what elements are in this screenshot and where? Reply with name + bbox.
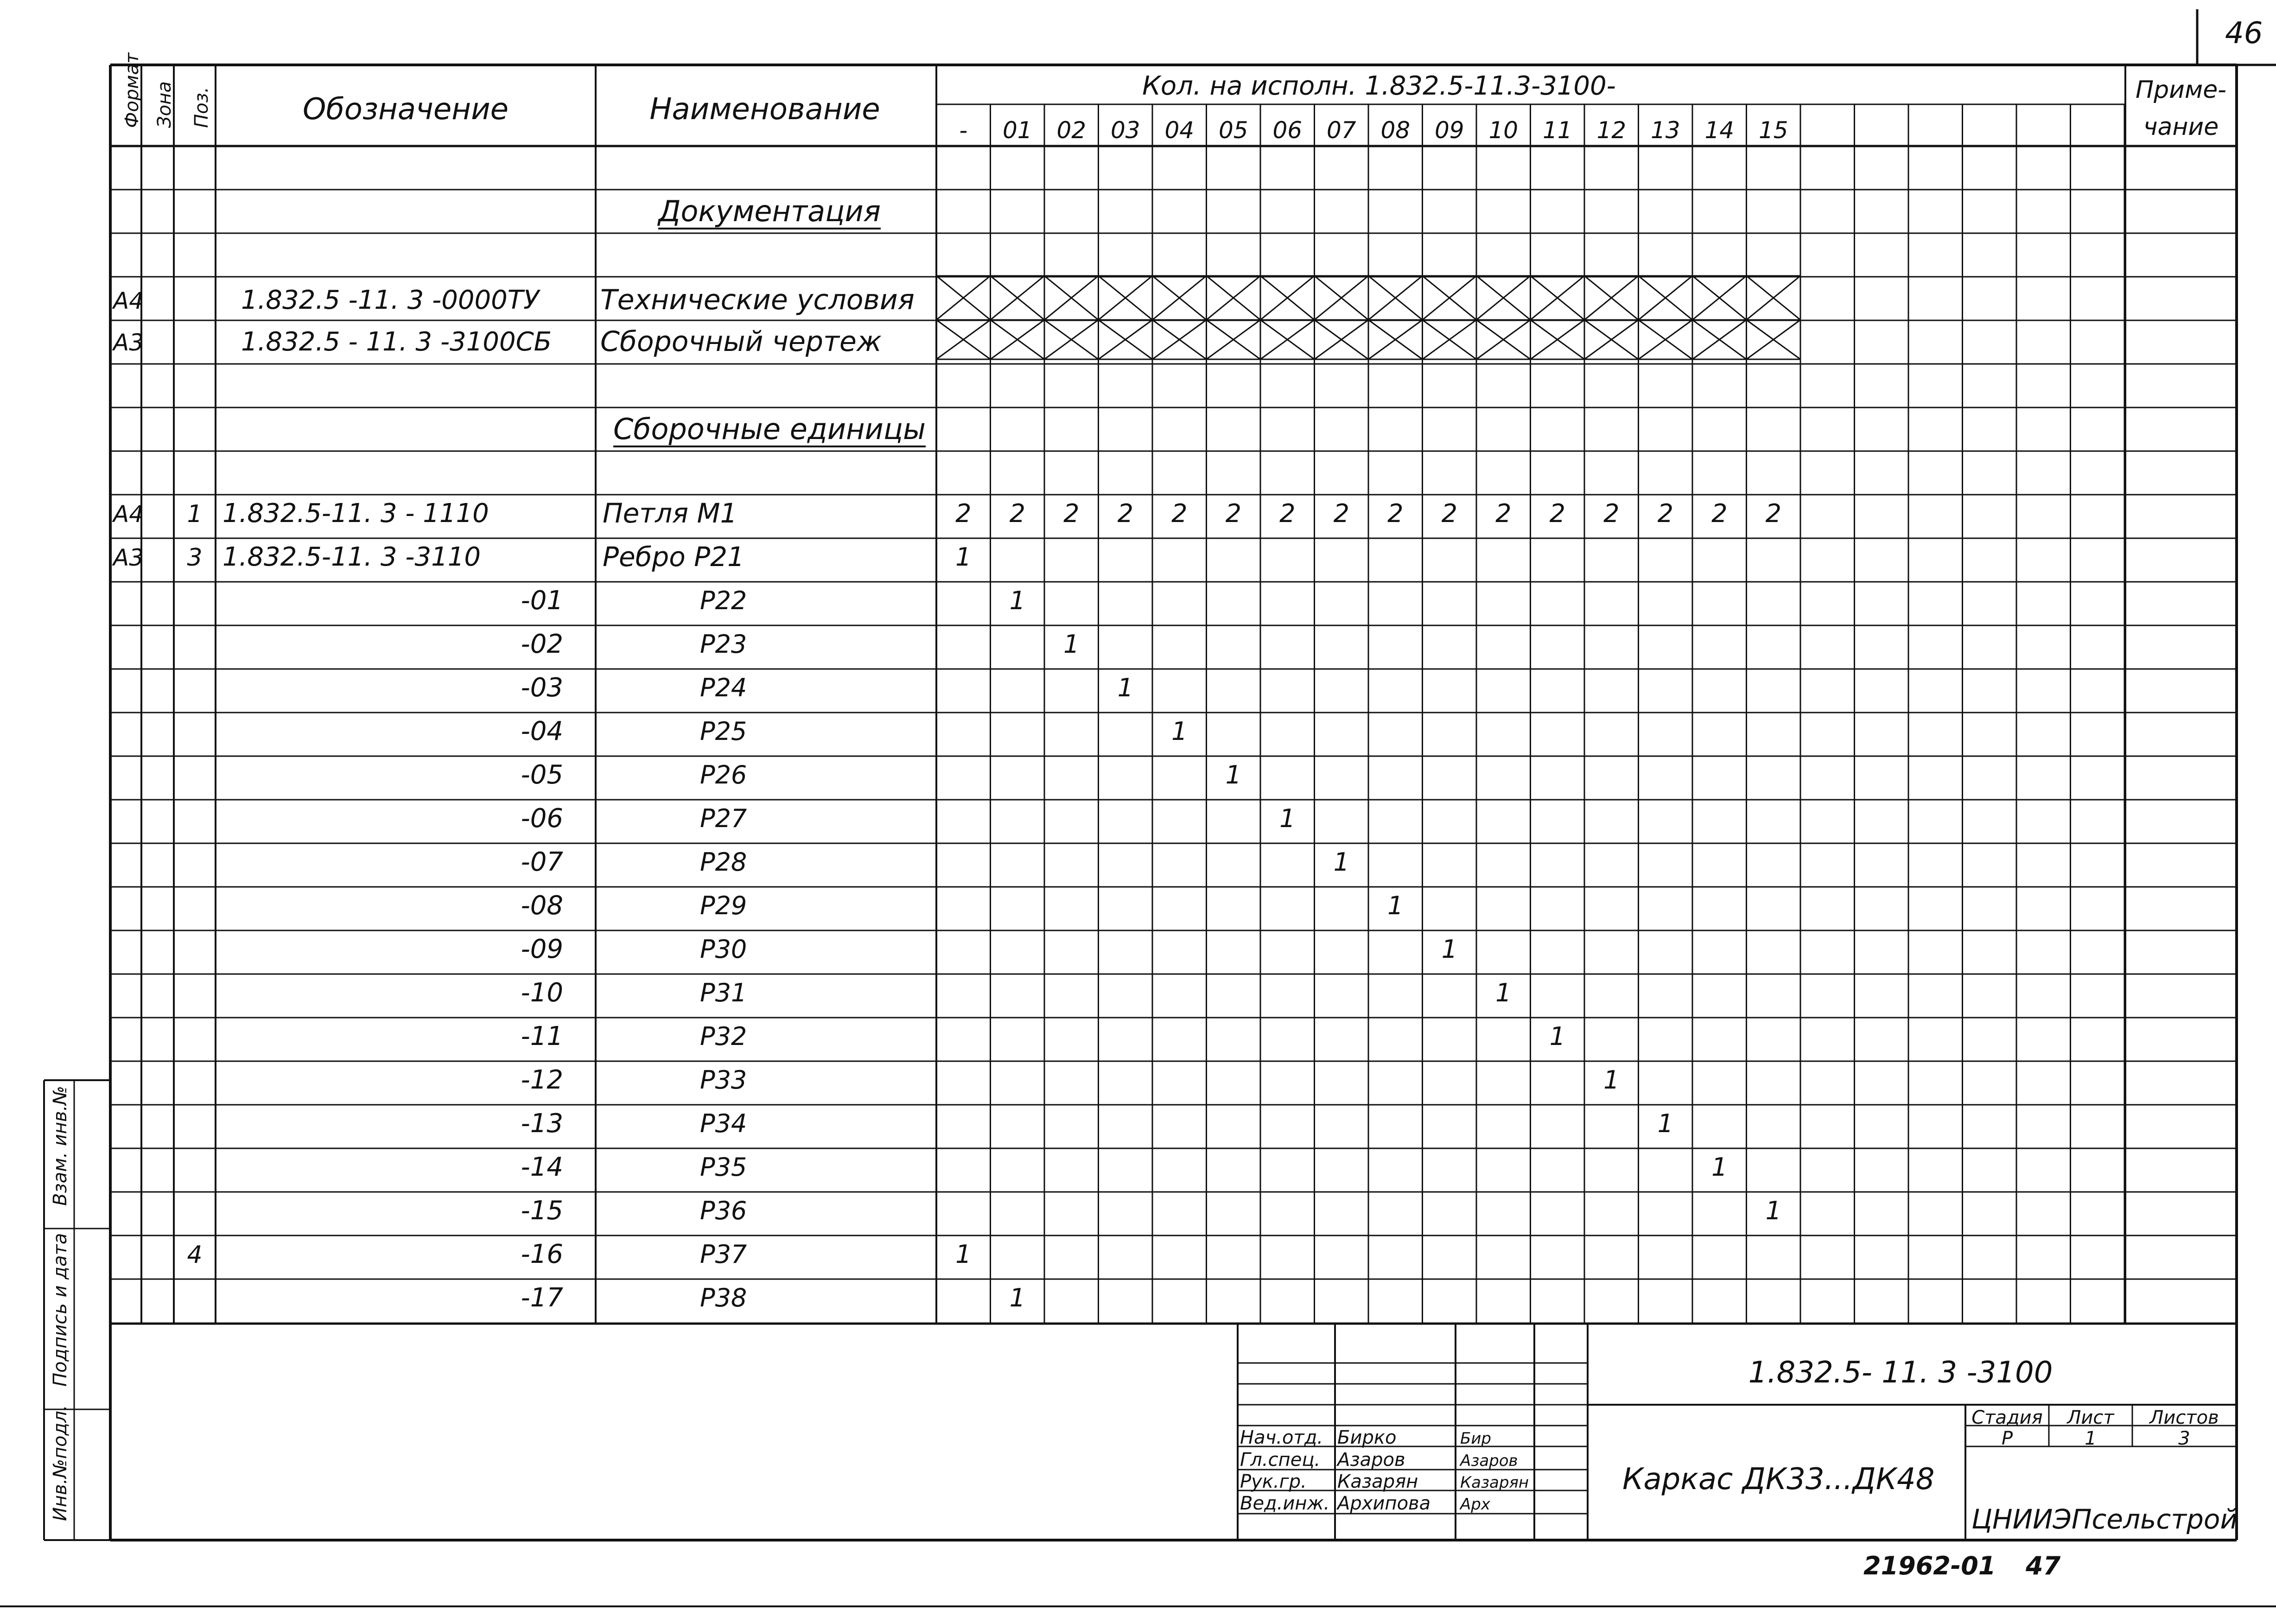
qty-value: 1 [1441,935,1457,964]
qty-value: 2 [1387,499,1404,529]
document-title: Каркас ДК33...ДК48 [1622,1462,1935,1497]
row-designation: 1.832.5-11. 3 -3110 [223,541,481,572]
row-name: Р25 [700,717,747,746]
row-pos: 1 [187,500,203,528]
footer-number: 47 [2026,1551,2061,1581]
qty-value: 2 [1441,499,1457,529]
row-format: A4 [113,287,144,314]
qty-value: 2 [1603,499,1620,529]
variant-header: 05 [1218,117,1248,144]
qty-value: 2 [1225,499,1241,529]
variant-header: 10 [1488,117,1519,144]
person-role: Рук.гр. [1240,1471,1307,1493]
row-pos: 3 [187,543,203,572]
qty-value: 2 [1549,499,1565,529]
qty-value: 2 [1657,499,1673,529]
qty-value: 2 [1117,499,1133,529]
person-signature: Бир [1460,1429,1492,1448]
person-name: Бирко [1337,1427,1397,1449]
person-role: Гл.спец. [1240,1449,1321,1471]
row-name: Технические условия [600,283,915,316]
qty-value: 1 [1063,630,1080,659]
header-qty-title: Кол. на исполн. 1.832.5-11.3-3100- [1142,70,1616,101]
row-format: A3 [113,544,144,571]
row-name: Р22 [700,586,747,616]
row-name: Р37 [700,1240,747,1269]
sheets-value: 3 [2178,1428,2190,1450]
row-name: Р32 [700,1022,747,1051]
qty-value: 2 [1171,499,1188,529]
qty-value: 2 [1279,499,1296,529]
row-designation: -06 [521,803,563,834]
row-designation: -03 [521,672,563,703]
row-designation: 1.832.5-11. 3 - 1110 [223,498,489,529]
side-stamp-replace: Взам. инв.№ [50,1086,71,1206]
row-designation: -17 [521,1282,563,1313]
row-format: A3 [113,329,144,356]
qty-value: 2 [1009,499,1025,529]
qty-value: 2 [1333,499,1349,529]
stage-label: Стадия [1971,1407,2043,1429]
row-name: Сборочный чертеж [600,325,882,358]
organization: ЦНИИЭПсельстрой [1971,1503,2238,1535]
row-name: Петля М1 [603,497,737,529]
row-designation: -14 [521,1152,563,1182]
row-designation: 1.832.5 -11. 3 -0000ТУ [241,285,540,315]
page-number: 46 [2225,16,2263,51]
header-note: Приме- [2136,76,2226,104]
row-name: Р28 [700,847,747,877]
variant-header: 06 [1272,117,1303,144]
qty-value: 2 [955,499,972,529]
variant-header: 03 [1110,117,1140,144]
variant-header: 15 [1758,117,1788,144]
row-name: Р31 [700,978,747,1008]
row-designation: -05 [521,759,563,790]
person-signature: Арх [1460,1495,1490,1514]
section-documentation: Документация [658,194,881,229]
qty-value: 1 [1765,1196,1781,1226]
row-name: Р34 [700,1109,747,1139]
variant-header: 11 [1542,117,1572,144]
row-designation: -04 [521,716,563,746]
row-name: Р33 [700,1065,747,1095]
variant-header: 13 [1650,117,1680,144]
row-designation: -10 [521,977,563,1008]
qty-value: 1 [1333,847,1349,877]
person-role: Нач.отд. [1240,1427,1323,1449]
header-zone: Зона [154,81,175,128]
qty-value: 1 [1009,1283,1025,1313]
qty-value: 1 [1225,760,1241,790]
row-designation: -13 [521,1108,563,1139]
header-format: Формат [121,52,143,128]
document-code: 1.832.5- 11. 3 -3100 [1748,1355,2053,1390]
row-designation: 1.832.5 - 11. 3 -3100СБ [241,326,552,357]
row-designation: -11 [521,1021,563,1051]
footer-code: 21962-01 [1863,1551,1996,1581]
row-name: Р29 [700,891,747,921]
row-name: Р38 [700,1283,747,1313]
row-designation: -16 [521,1239,563,1269]
qty-value: 1 [1657,1109,1673,1139]
variant-header: 09 [1434,117,1464,144]
person-signature: Казарян [1460,1473,1529,1492]
variant-header: 08 [1380,117,1411,144]
header-name: Наименование [649,92,880,127]
variant-header: 12 [1596,117,1627,144]
qty-value: 1 [1117,673,1133,703]
qty-value: 1 [1171,717,1188,746]
sheet-value: 1 [2085,1428,2097,1450]
variant-header: 02 [1056,117,1087,144]
row-format: A4 [113,501,144,528]
variant-header: 01 [1002,117,1032,144]
person-name: Архипова [1337,1493,1431,1515]
qty-value: 1 [1009,586,1025,616]
side-stamp-inv: Инв.№подл. [50,1405,71,1522]
row-name: Р26 [700,760,747,790]
qty-value: 1 [1495,978,1512,1008]
row-designation: -01 [521,585,563,616]
stage-value: Р [2001,1428,2013,1450]
section-assemblies: Сборочные единицы [613,412,926,446]
row-name: Ребро Р21 [603,541,744,573]
person-name: Азаров [1337,1449,1405,1471]
qty-value: 1 [1711,1153,1728,1182]
qty-value: 2 [1495,499,1512,529]
variant-header: 07 [1326,117,1356,144]
sheet-label: Лист [2067,1407,2114,1429]
row-pos: 4 [187,1241,203,1269]
qty-value: 1 [1387,891,1404,921]
row-name: Р23 [700,630,747,659]
side-stamp-signature: Подпись и дата [50,1233,71,1387]
variant-header: 14 [1704,117,1735,144]
qty-value: 2 [1765,499,1781,529]
row-designation: -09 [521,934,563,964]
qty-value: 1 [1603,1065,1620,1095]
header-note: чание [2143,113,2219,141]
qty-value: 1 [1549,1022,1565,1051]
row-designation: -07 [521,847,563,877]
qty-value: 1 [955,542,972,572]
person-signature: Азаров [1460,1451,1518,1470]
header-designation: Обозначение [302,92,509,127]
header-pos: Поз. [191,87,212,128]
row-name: Р24 [700,673,747,703]
person-name: Казарян [1337,1471,1418,1493]
row-designation: -12 [521,1064,563,1095]
row-designation: -02 [521,629,563,659]
row-designation: -15 [521,1195,563,1226]
qty-value: 2 [1711,499,1728,529]
qty-value: 2 [1063,499,1080,529]
row-name: Р27 [700,804,747,834]
qty-value: 1 [1279,804,1296,834]
variant-header: - [959,117,968,144]
row-designation: -08 [521,890,563,921]
row-name: Р36 [700,1196,747,1226]
variant-header: 04 [1164,117,1195,144]
row-name: Р35 [700,1153,747,1182]
row-name: Р30 [700,935,747,964]
qty-value: 1 [955,1240,972,1269]
person-role: Вед.инж. [1240,1493,1330,1515]
sheets-label: Листов [2149,1407,2219,1429]
